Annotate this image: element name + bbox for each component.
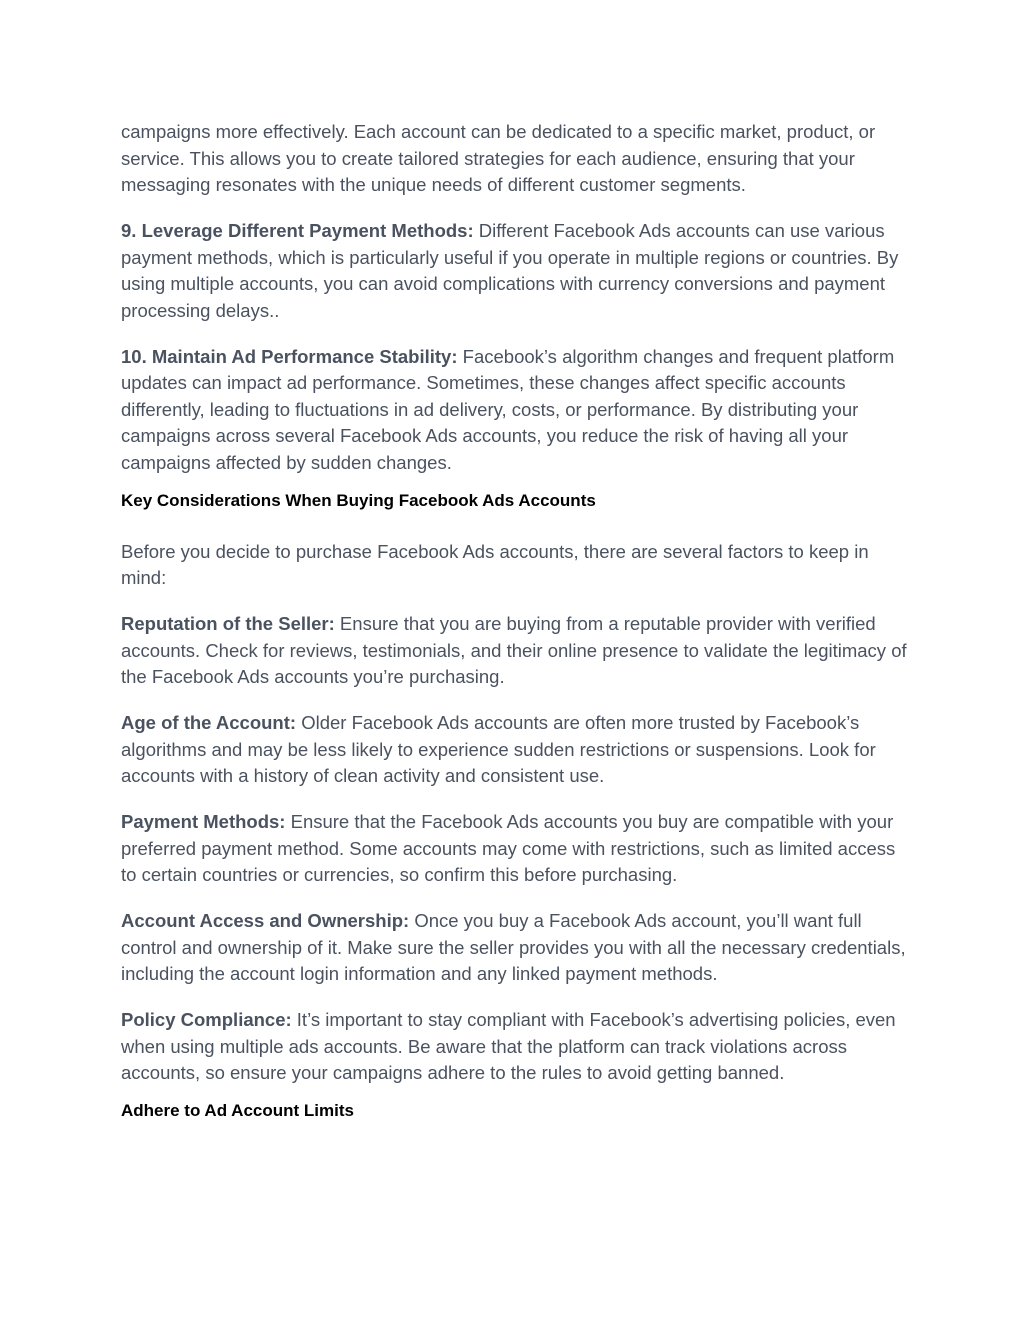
consideration-title: Reputation of the Seller:: [121, 613, 335, 634]
consideration-item: [121, 1007, 911, 1087]
reason-title: 9. Leverage Different Payment Methods:: [121, 220, 474, 241]
consideration-item: [121, 710, 911, 790]
consideration-text: Older Facebook Ads accounts are often more trusted by Facebook’s algorithms and may be less likely to experience sudden restrictions or suspensions. Look for accounts with a history of clean activity and consistent use.: [121, 712, 876, 786]
consideration-text: It’s important to stay compliant with Facebook’s advertising policies, even when using multiple ads accounts. Be aware that the platform can track violations across accounts, so ensure your campaigns adhere to the rules to avoid getting banned.: [121, 1009, 896, 1083]
consideration-text: Once you buy a Facebook Ads account, you’ll want full control and ownership of it. Make sure the seller provides you with all the necessary credentials, including the account login information and any linked payment methods.: [121, 910, 906, 984]
consideration-item: [121, 809, 911, 889]
reason-item: [121, 218, 911, 324]
reason-item: [121, 344, 911, 477]
document-page: [121, 119, 911, 1122]
limits-heading: Adhere to Ad Account Limits: [121, 1101, 354, 1120]
consideration-title: Payment Methods:: [121, 811, 286, 832]
considerations-intro: Before you decide to purchase Facebook Ads accounts, there are several factors to keep in mind:: [121, 540, 869, 588]
considerations-heading: Key Considerations When Buying Facebook Ads Accounts: [121, 490, 596, 510]
consideration-title: Age of the Account:: [121, 712, 297, 733]
reason-title: 10. Maintain Ad Performance Stability:: [121, 345, 458, 367]
consideration-text: Ensure that the Facebook Ads accounts you buy are compatible with your preferred payment method. Some accounts may come with restrictions, such as limited access to certain countries or currencies, so confirm this before purchasing.: [121, 811, 896, 885]
consideration-title: Policy Compliance:: [121, 1009, 292, 1030]
reason-text: Different Facebook Ads accounts can use various payment methods, which is particularly useful if you operate in multiple regions or countries. By using multiple accounts, you can avoid complications with currency conversions and payment processing delays..: [121, 220, 899, 321]
consideration-item: [121, 611, 911, 691]
consideration-item: [121, 908, 911, 988]
consideration-title: Account Access and Ownership:: [121, 910, 410, 931]
consideration-text: Ensure that you are buying from a reputable provider with verified accounts. Check for reviews, testimonials, and their online presence to validate the legitimacy of the Facebook Ads accounts you’re purchasing.: [121, 613, 907, 687]
intro-paragraph: campaigns more effectively. Each account can be dedicated to a specific market, product, or service. This allows you to create tailored strategies for each audience, ensuring that your messaging resonates with the unique needs of different customer segments.: [121, 121, 876, 195]
reason-text: Facebook’s algorithm changes and frequent platform updates can impact ad performance. Sometimes, these changes affect specific accounts differently, leading to fluctuations in ad delivery, costs, or performance. By distributing your campaigns across several Facebook Ads accounts, you reduce the risk of having all your campaigns affected by sudden changes.: [121, 345, 895, 473]
